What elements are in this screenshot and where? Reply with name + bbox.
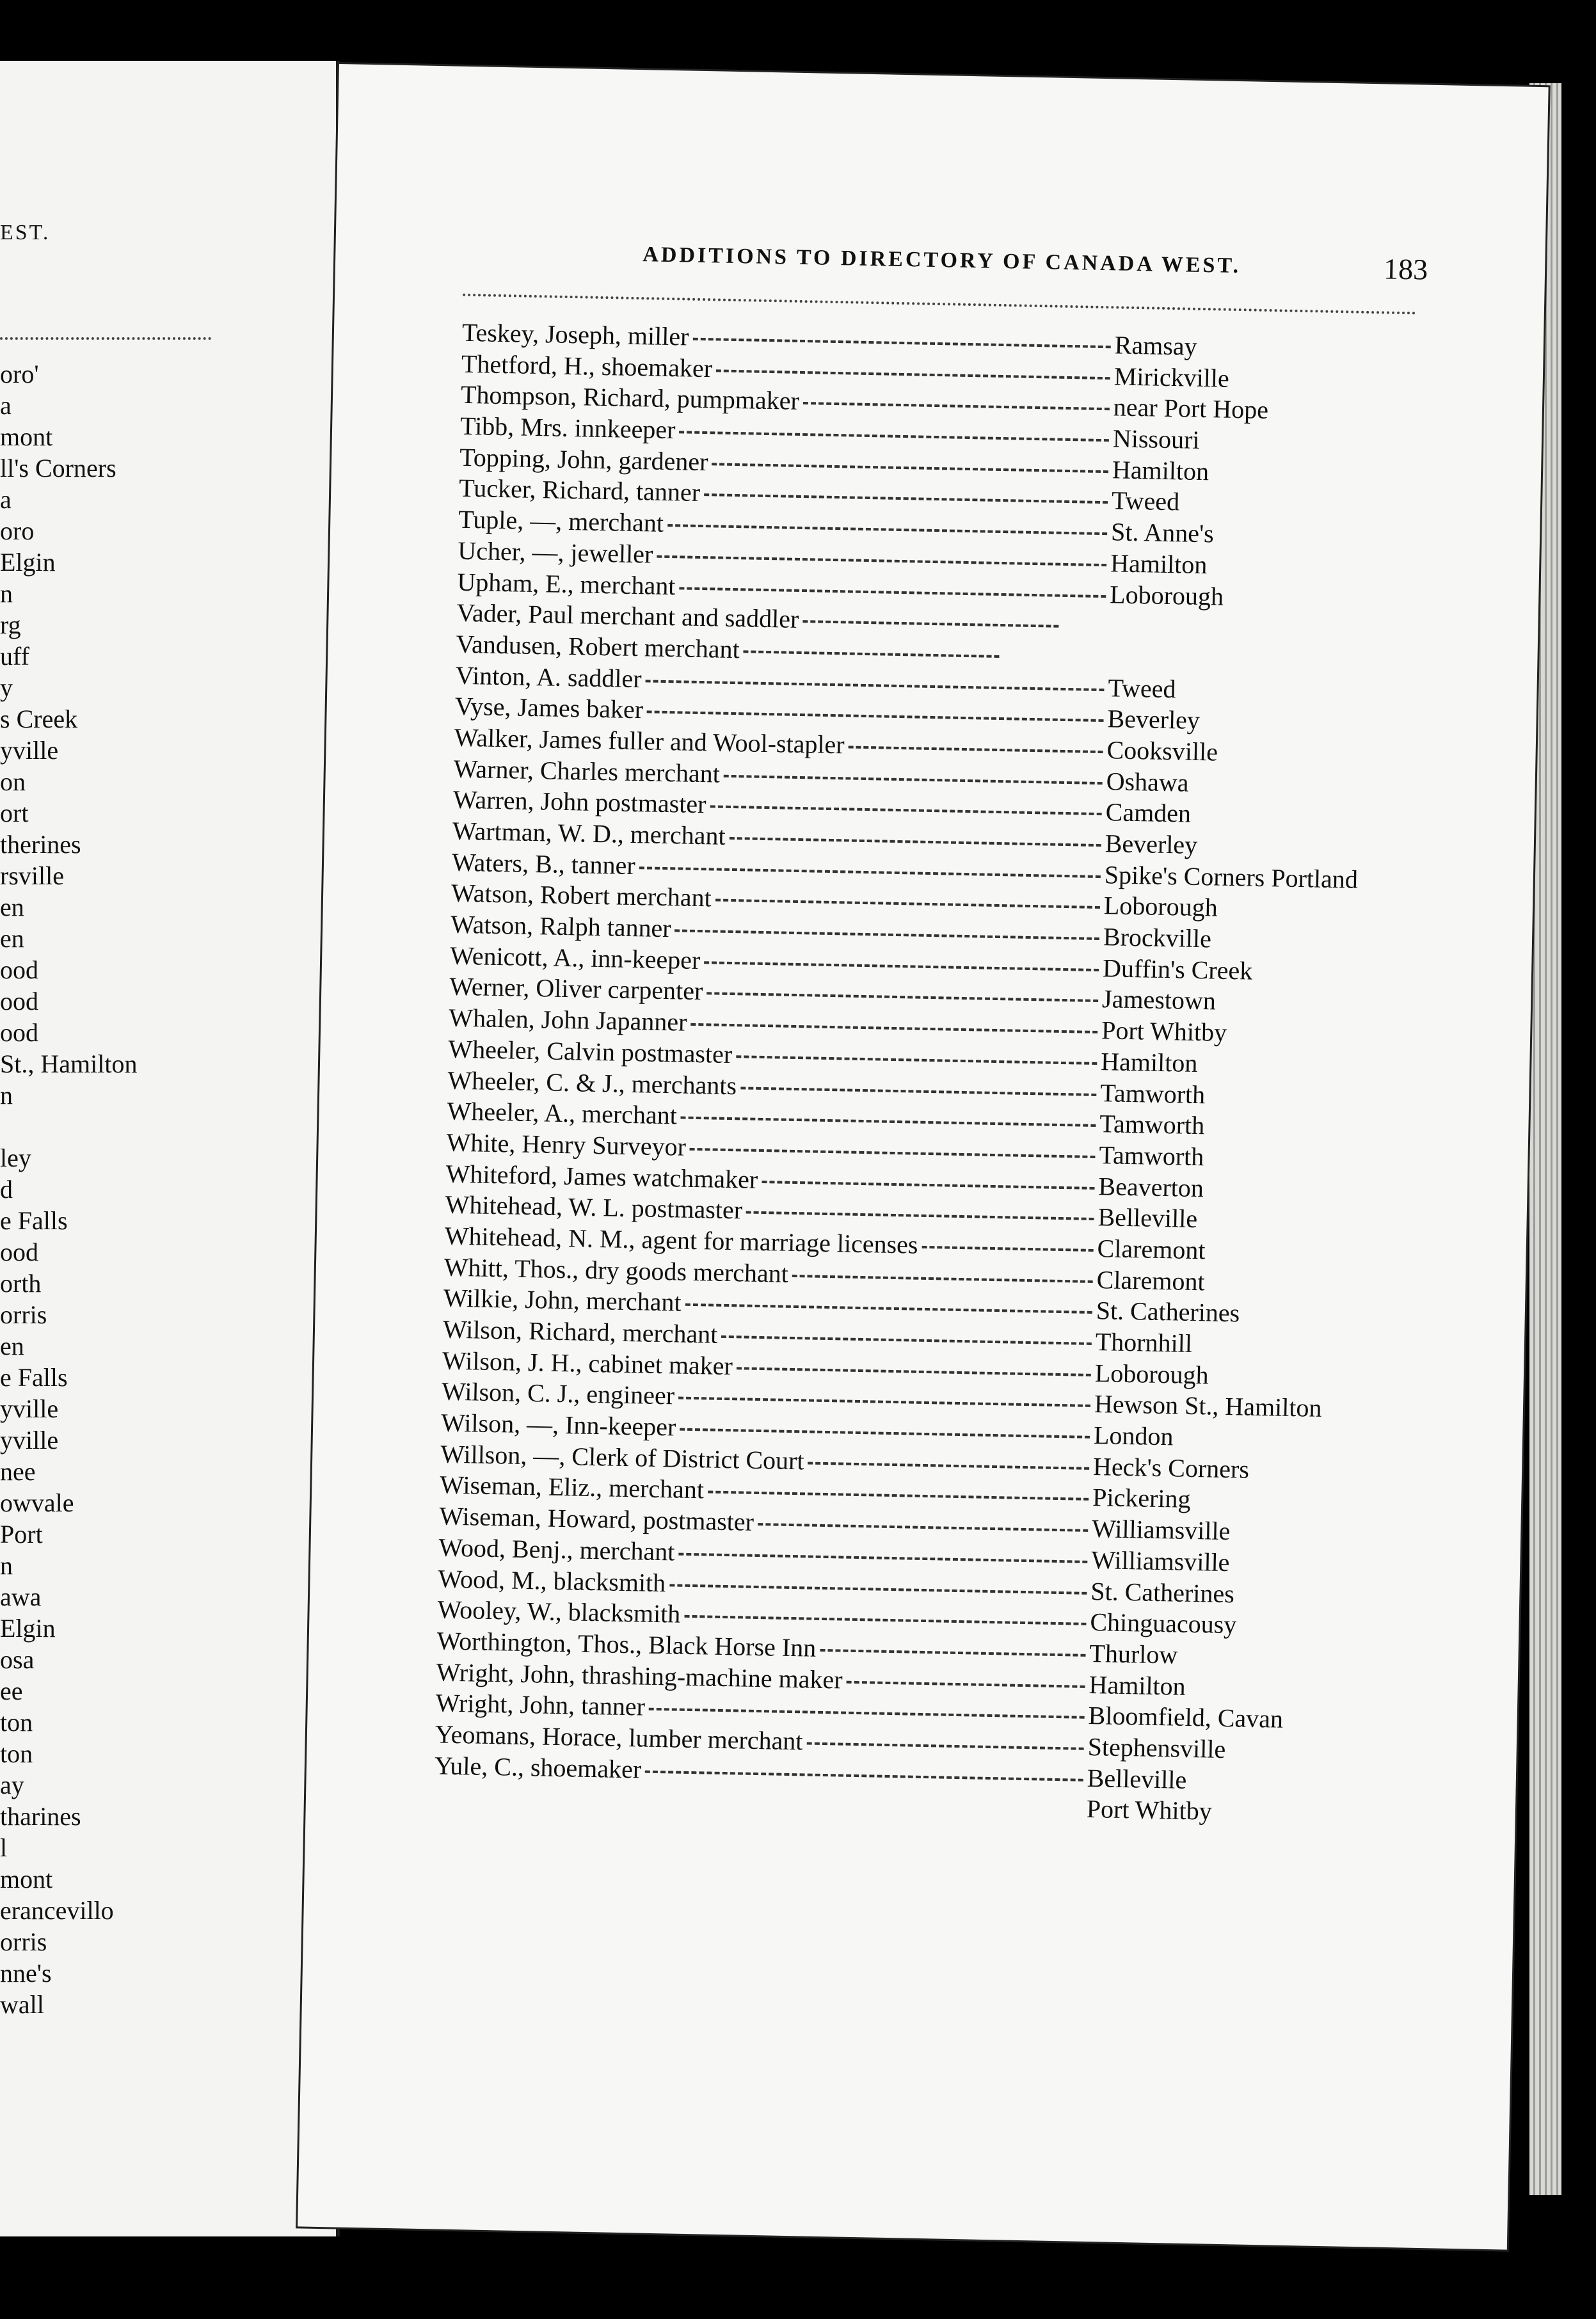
entry-name: Whitehead, N. M., agent for marriage licenses xyxy=(444,1221,918,1259)
dot-leader xyxy=(710,806,1101,816)
dot-leader xyxy=(678,1552,1087,1563)
dot-leader xyxy=(736,1055,1097,1065)
dot-leader xyxy=(849,745,1103,753)
entry-place: Tweed xyxy=(1108,673,1176,703)
entry-place: Nissouri xyxy=(1112,424,1200,454)
dot-leader xyxy=(744,650,1000,658)
entry-name: Wilkie, John, merchant xyxy=(443,1283,682,1317)
left-page-line: ort xyxy=(0,799,29,827)
left-page-line: y xyxy=(0,673,13,702)
entry-name: White, Henry Surveyor xyxy=(446,1128,687,1161)
entry-name: Wheeler, C. & J., merchants xyxy=(447,1065,737,1100)
entry-place: Stephensville xyxy=(1087,1732,1226,1764)
dot-leader xyxy=(737,1367,1091,1376)
left-page-line: ood xyxy=(0,1018,38,1047)
dot-leader xyxy=(680,1428,1090,1438)
left-page-line: on xyxy=(0,767,26,796)
entry-name: Walker, James fuller and Wool-stapler xyxy=(454,722,845,760)
left-page-line: rg xyxy=(0,610,21,639)
entry-name: Whitt, Thos., dry goods merchant xyxy=(443,1252,789,1288)
left-running-head: EST. xyxy=(0,221,51,244)
dot-leader xyxy=(657,555,1106,566)
dot-leader xyxy=(806,1742,1083,1749)
dot-leader xyxy=(669,1584,1087,1595)
entry-place xyxy=(1062,633,1369,639)
entry-name: Wright, John, thrashing-machine maker xyxy=(436,1657,843,1694)
header-rule xyxy=(463,294,1416,315)
entry-place: Cooksville xyxy=(1106,735,1218,767)
entry-place: Hamilton xyxy=(1110,548,1208,579)
left-page-line: orth xyxy=(0,1269,42,1298)
entry-name: Vinton, A. saddler xyxy=(455,660,642,693)
left-page-line: en xyxy=(0,1332,24,1360)
dot-leader xyxy=(846,1680,1085,1687)
dot-leader xyxy=(708,1491,1089,1501)
left-page-line: yville xyxy=(0,1426,59,1454)
entry-name: Tuple, —, merchant xyxy=(458,504,664,538)
dot-leader xyxy=(675,929,1099,940)
dot-leader xyxy=(802,620,1058,628)
left-page-line: oro' xyxy=(0,360,39,388)
entry-name: Wood, M., blacksmith xyxy=(438,1563,666,1597)
left-page-line: a xyxy=(0,391,12,420)
dot-leader xyxy=(803,402,1110,410)
entry-place: Heck's Corners xyxy=(1092,1451,1250,1484)
entry-place: Loborough xyxy=(1103,891,1218,922)
left-page-line: n xyxy=(0,1081,13,1110)
dot-leader xyxy=(704,494,1108,504)
entry-name: Wartman, W. D., merchant xyxy=(452,816,726,850)
entry-place: Oshawa xyxy=(1106,766,1189,797)
left-page-line: ood xyxy=(0,987,38,1016)
entry-name: Vyse, James baker xyxy=(454,691,644,724)
entry-name: Tibb, Mrs. innkeeper xyxy=(459,411,676,445)
entry-place: Tamworth xyxy=(1099,1140,1204,1172)
left-page-line: nee xyxy=(0,1457,36,1486)
entry-place: Claremont xyxy=(1097,1234,1206,1265)
dot-leader xyxy=(690,1023,1097,1033)
dot-leader xyxy=(684,1615,1086,1625)
left-page-line: Elgin xyxy=(0,548,56,577)
entry-name: Willson, —, Clerk of District Court xyxy=(440,1439,805,1476)
left-page-line: Elgin xyxy=(0,1614,56,1643)
directory-entries xyxy=(434,317,1423,1831)
entry-name: Wooley, W., blacksmith xyxy=(437,1595,681,1629)
dot-leader xyxy=(712,463,1108,473)
left-header-rule xyxy=(0,337,211,340)
left-page-line: en xyxy=(0,893,24,921)
entry-name: Vader, Paul merchant and saddler xyxy=(456,598,799,634)
entry-name: Wilson, Richard, merchant xyxy=(442,1314,718,1349)
entry-place: Tamworth xyxy=(1099,1109,1205,1140)
entry-place: Beaverton xyxy=(1098,1171,1204,1202)
entry-place: Hamilton xyxy=(1112,455,1209,486)
dot-leader xyxy=(716,369,1110,379)
entry-name: Wiseman, Howard, postmaster xyxy=(439,1501,754,1536)
left-page-line: e Falls xyxy=(0,1206,68,1235)
left-page-line: St., Hamilton xyxy=(0,1049,138,1078)
entry-place: Camden xyxy=(1105,797,1192,829)
entry-name: Werner, Oliver carpenter xyxy=(449,972,703,1006)
left-page-line: tharines xyxy=(0,1802,81,1831)
entry-name: Thompson, Richard, pumpmaker xyxy=(460,380,800,416)
left-page-line: n xyxy=(0,579,13,608)
entry-name: Whiteford, James watchmaker xyxy=(445,1159,758,1194)
left-page-line: mont xyxy=(0,1865,53,1893)
left-page-line: orris xyxy=(0,1300,47,1329)
entry-place: Williamsville xyxy=(1090,1545,1230,1577)
left-page-line: l xyxy=(0,1833,8,1862)
entry-place: Beverley xyxy=(1107,704,1201,735)
left-page-line: ley xyxy=(0,1144,31,1172)
entry-name: Wright, John, tanner xyxy=(435,1688,646,1721)
entry-name: Waters, B., tanner xyxy=(451,847,636,880)
dot-leader xyxy=(681,1117,1096,1127)
entry-name: Topping, John, gardener xyxy=(459,442,708,476)
left-page-line: d xyxy=(0,1175,13,1204)
dot-leader xyxy=(724,774,1103,784)
dot-leader xyxy=(706,992,1098,1003)
left-page xyxy=(0,61,340,2236)
left-page-line: uff xyxy=(0,642,29,671)
left-page-line: ood xyxy=(0,955,38,984)
entry-name: Thetford, H., shoemaker xyxy=(461,349,713,383)
entry-name: Watson, Ralph tanner xyxy=(450,909,672,943)
left-page-line: awa xyxy=(0,1582,42,1611)
dot-leader xyxy=(679,587,1106,598)
entry-place: Brockville xyxy=(1103,922,1212,953)
entry-name: Warner, Charles merchant xyxy=(453,754,721,788)
dot-leader xyxy=(730,837,1101,847)
entry-place: Beverley xyxy=(1105,829,1198,859)
entry-place: Williamsville xyxy=(1091,1514,1231,1546)
left-page-line xyxy=(0,1111,137,1142)
entry-name: Yeomans, Horace, lumber merchant xyxy=(435,1719,803,1756)
dot-leader xyxy=(685,1303,1092,1314)
right-page xyxy=(298,64,1549,2250)
entry-name: Whitehead, W. L. postmaster xyxy=(445,1190,743,1225)
entry-place: Loborough xyxy=(1094,1358,1209,1390)
entry-name: Tucker, Richard, tanner xyxy=(458,474,701,507)
dot-leader xyxy=(746,1211,1094,1220)
entry-place: St. Anne's xyxy=(1110,517,1215,548)
left-page-line: ll's Corners xyxy=(0,454,116,482)
entry-place: Port Whitby xyxy=(1101,1016,1227,1048)
entry-place: Belleville xyxy=(1097,1202,1198,1234)
left-page-line: yville xyxy=(0,736,59,765)
entry-place: Tweed xyxy=(1111,486,1180,516)
left-page-line: ay xyxy=(0,1771,24,1799)
entry-place: Bloomfield, Cavan xyxy=(1088,1701,1284,1734)
dot-leader xyxy=(715,899,1100,909)
entry-name: Wenicott, A., inn-keeper xyxy=(449,941,701,975)
entry-name: Wheeler, A., merchant xyxy=(447,1096,678,1130)
left-page-line: erancevillo xyxy=(0,1896,114,1925)
dot-leader xyxy=(649,1708,1085,1719)
dot-leader xyxy=(667,524,1107,535)
running-head: ADDITIONS TO DIRECTORY OF CANADA WEST. xyxy=(642,243,1241,278)
left-page-line: wall xyxy=(0,1990,44,2019)
entry-place: Thornhill xyxy=(1095,1327,1193,1358)
left-page-line: owvale xyxy=(0,1488,74,1517)
entry-place: Duffin's Creek xyxy=(1102,953,1253,985)
entry-name: Yule, C., shoemaker xyxy=(434,1750,642,1784)
dot-leader xyxy=(645,1770,1083,1781)
entry-name: Whalen, John Japanner xyxy=(448,1003,687,1037)
entry-place: Spike's Corners Portland xyxy=(1104,859,1359,894)
dot-leader xyxy=(645,680,1104,691)
entry-place: Tamworth xyxy=(1099,1078,1206,1109)
entry-place: St. Catherines xyxy=(1096,1296,1240,1328)
left-page-line: osa xyxy=(0,1645,35,1674)
entry-name: Wiseman, Eliz., merchant xyxy=(439,1470,705,1504)
entry-place: Mirickville xyxy=(1113,362,1230,393)
left-page-line: s Creek xyxy=(0,705,78,733)
entry-place: Pickering xyxy=(1092,1483,1191,1514)
entry-place: Loborough xyxy=(1109,579,1224,611)
left-page-line: ood xyxy=(0,1238,38,1266)
dot-leader xyxy=(678,1397,1090,1407)
entry-place: Hewson St., Hamilton xyxy=(1094,1389,1322,1423)
left-page-line: orris xyxy=(0,1927,47,1956)
entry-place: Chinguacousy xyxy=(1090,1607,1237,1639)
dot-leader xyxy=(692,338,1110,349)
entry-name: Teskey, Joseph, miller xyxy=(461,317,689,351)
left-page-text xyxy=(0,358,137,2020)
dot-leader xyxy=(704,961,1099,971)
left-page-line: ton xyxy=(0,1708,33,1737)
entry-place xyxy=(1003,663,1310,669)
dot-leader xyxy=(690,1148,1096,1158)
dot-leader xyxy=(792,1275,1093,1283)
dot-leader xyxy=(820,1649,1085,1657)
entry-name: Worthington, Thos., Black Horse Inn xyxy=(436,1626,817,1662)
entry-place: Belleville xyxy=(1087,1763,1187,1794)
entry-place: Jamestown xyxy=(1101,984,1217,1016)
entry-name: Ucher, —, jeweller xyxy=(458,536,653,569)
dot-leader xyxy=(639,866,1101,878)
entry-name: Watson, Robert merchant xyxy=(451,878,712,912)
dot-leader xyxy=(808,1462,1089,1469)
left-page-line: yville xyxy=(0,1394,59,1423)
left-page-line: n xyxy=(0,1551,13,1580)
left-page-line: Port xyxy=(0,1520,43,1549)
entry-name: Wilson, —, Inn-keeper xyxy=(440,1408,676,1442)
left-page-line: nne's xyxy=(0,1959,52,1988)
entry-name: Wilson, J. H., cabinet maker xyxy=(442,1346,733,1380)
entry-name: Wood, Benj., merchant xyxy=(438,1533,675,1566)
dot-leader xyxy=(758,1523,1088,1532)
entry-place: London xyxy=(1093,1421,1174,1451)
left-page-line: ee xyxy=(0,1677,23,1705)
left-page-line: ton xyxy=(0,1739,33,1768)
left-page-line: therines xyxy=(0,830,81,859)
left-page-line: a xyxy=(0,485,12,514)
entry-place: St. Catherines xyxy=(1090,1576,1235,1608)
left-page-line: en xyxy=(0,924,24,953)
dot-leader xyxy=(740,1087,1096,1096)
dot-leader xyxy=(762,1181,1094,1190)
left-page-line: oro xyxy=(0,516,35,545)
dot-leader xyxy=(922,1246,1093,1252)
entry-place: Thurlow xyxy=(1089,1638,1178,1670)
entry-place: Port Whitby xyxy=(1086,1794,1213,1826)
entry-name: Vandusen, Robert merchant xyxy=(456,629,740,664)
entry-place: Ramsay xyxy=(1114,330,1198,361)
entry-name: Warren, John postmaster xyxy=(452,785,706,819)
entry-place: Hamilton xyxy=(1089,1670,1186,1701)
entry-name: Wilson, C. J., engineer xyxy=(441,1376,675,1410)
entry-name: Upham, E., merchant xyxy=(457,567,676,600)
dot-leader xyxy=(721,1335,1092,1345)
left-page-line: e Falls xyxy=(0,1363,68,1392)
dot-leader xyxy=(647,711,1104,722)
entry-place: Claremont xyxy=(1096,1264,1206,1296)
left-page-line: mont xyxy=(0,422,53,451)
dot-leader xyxy=(679,431,1109,442)
entry-place: Hamilton xyxy=(1100,1046,1198,1078)
entry-name: Wheeler, Calvin postmaster xyxy=(448,1034,733,1069)
entry-place: near Port Hope xyxy=(1113,392,1269,425)
page-number: 183 xyxy=(1383,252,1428,286)
left-page-line: rsville xyxy=(0,861,64,890)
